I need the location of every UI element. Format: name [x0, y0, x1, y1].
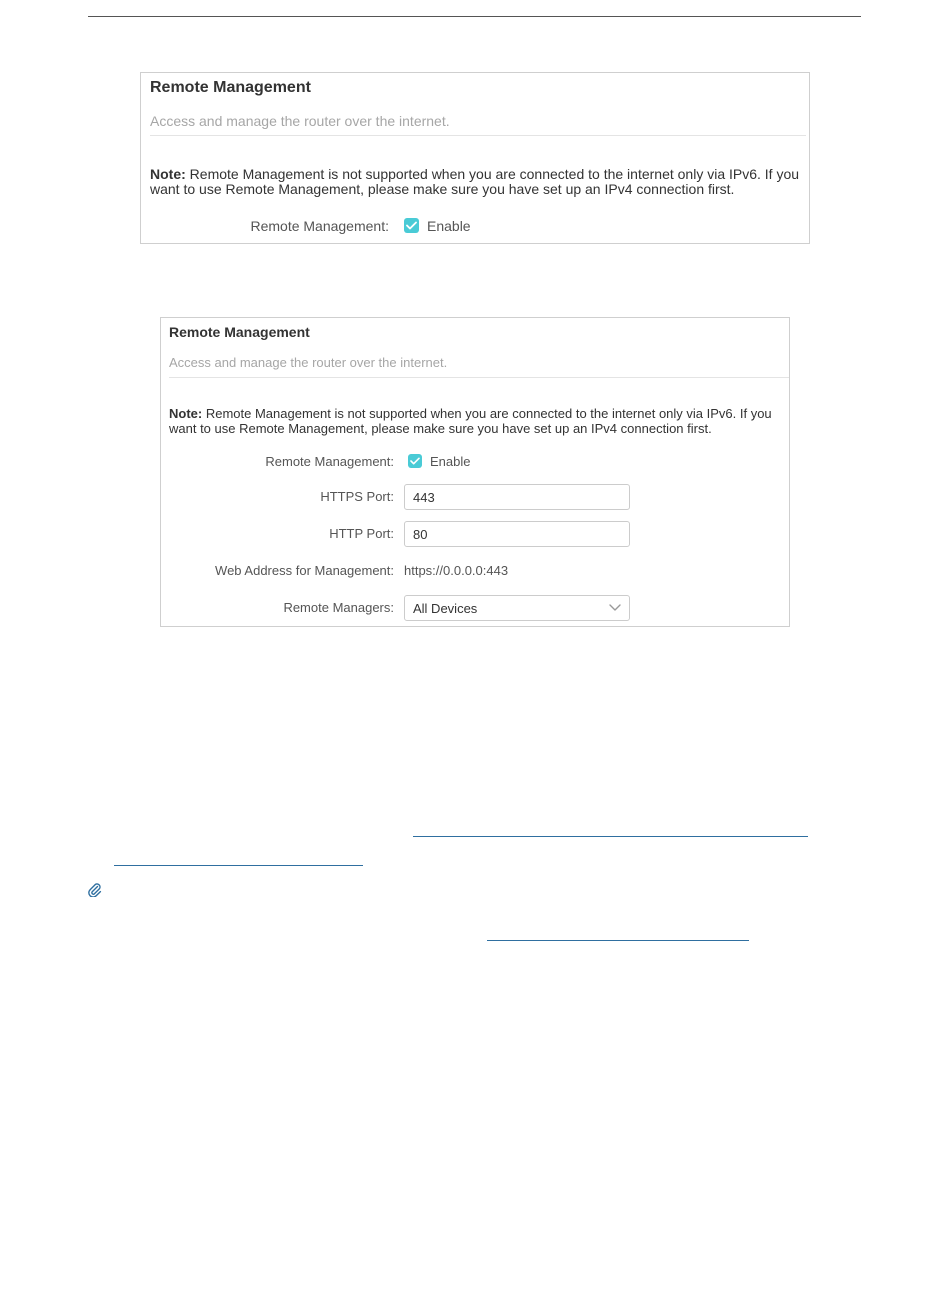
http-port-label: HTTP Port: — [329, 526, 394, 541]
web-address-label: Web Address for Management: — [215, 563, 394, 578]
panel-divider — [150, 135, 806, 136]
panel-title: Remote Management — [169, 324, 310, 340]
remote-management-panel-full — [160, 317, 790, 627]
header-rule — [88, 16, 861, 17]
remote-managers-select[interactable] — [404, 595, 630, 621]
note-text — [169, 406, 785, 436]
enable-checkbox[interactable] — [404, 218, 419, 233]
enable-checkbox[interactable] — [408, 454, 422, 468]
remote-management-label: Remote Management: — [250, 218, 389, 234]
http-port-input[interactable] — [404, 521, 630, 547]
note-label: Note: — [169, 406, 203, 421]
note-body: Remote Management is not supported when you are connected to the internet only via IPv6. If you want to use Remote Management, please make sure you have set up an IPv4 connection first. — [169, 406, 772, 436]
panel-divider — [169, 377, 789, 378]
panel-subtitle: Access and manage the router over the internet. — [150, 113, 450, 129]
check-icon — [410, 457, 420, 465]
hyperlink-underline[interactable] — [114, 865, 363, 866]
hyperlink-underline[interactable] — [413, 836, 808, 837]
check-icon — [406, 221, 417, 230]
note-label: Note: — [150, 166, 186, 182]
chevron-down-icon — [609, 604, 621, 612]
remote-management-panel-basic — [140, 72, 810, 244]
https-port-input[interactable] — [404, 484, 630, 510]
note-text — [150, 167, 805, 197]
remote-managers-selected: All Devices — [413, 600, 478, 616]
hyperlink-underline[interactable] — [487, 940, 749, 941]
note-body: Remote Management is not supported when you are connected to the internet only via IPv6. If you want to use Remote Management, please make sure you have set up an IPv4 connection first. — [150, 166, 800, 197]
remote-management-label: Remote Management: — [265, 454, 394, 469]
panel-subtitle: Access and manage the router over the internet. — [169, 355, 448, 370]
enable-label: Enable — [427, 218, 471, 234]
remote-managers-label: Remote Managers: — [283, 600, 394, 615]
enable-label: Enable — [430, 454, 471, 469]
web-address-value: https://0.0.0.0:443 — [404, 563, 509, 578]
panel-title: Remote Management — [150, 79, 311, 96]
https-port-label: HTTPS Port: — [320, 489, 394, 504]
paperclip-icon — [88, 883, 102, 897]
